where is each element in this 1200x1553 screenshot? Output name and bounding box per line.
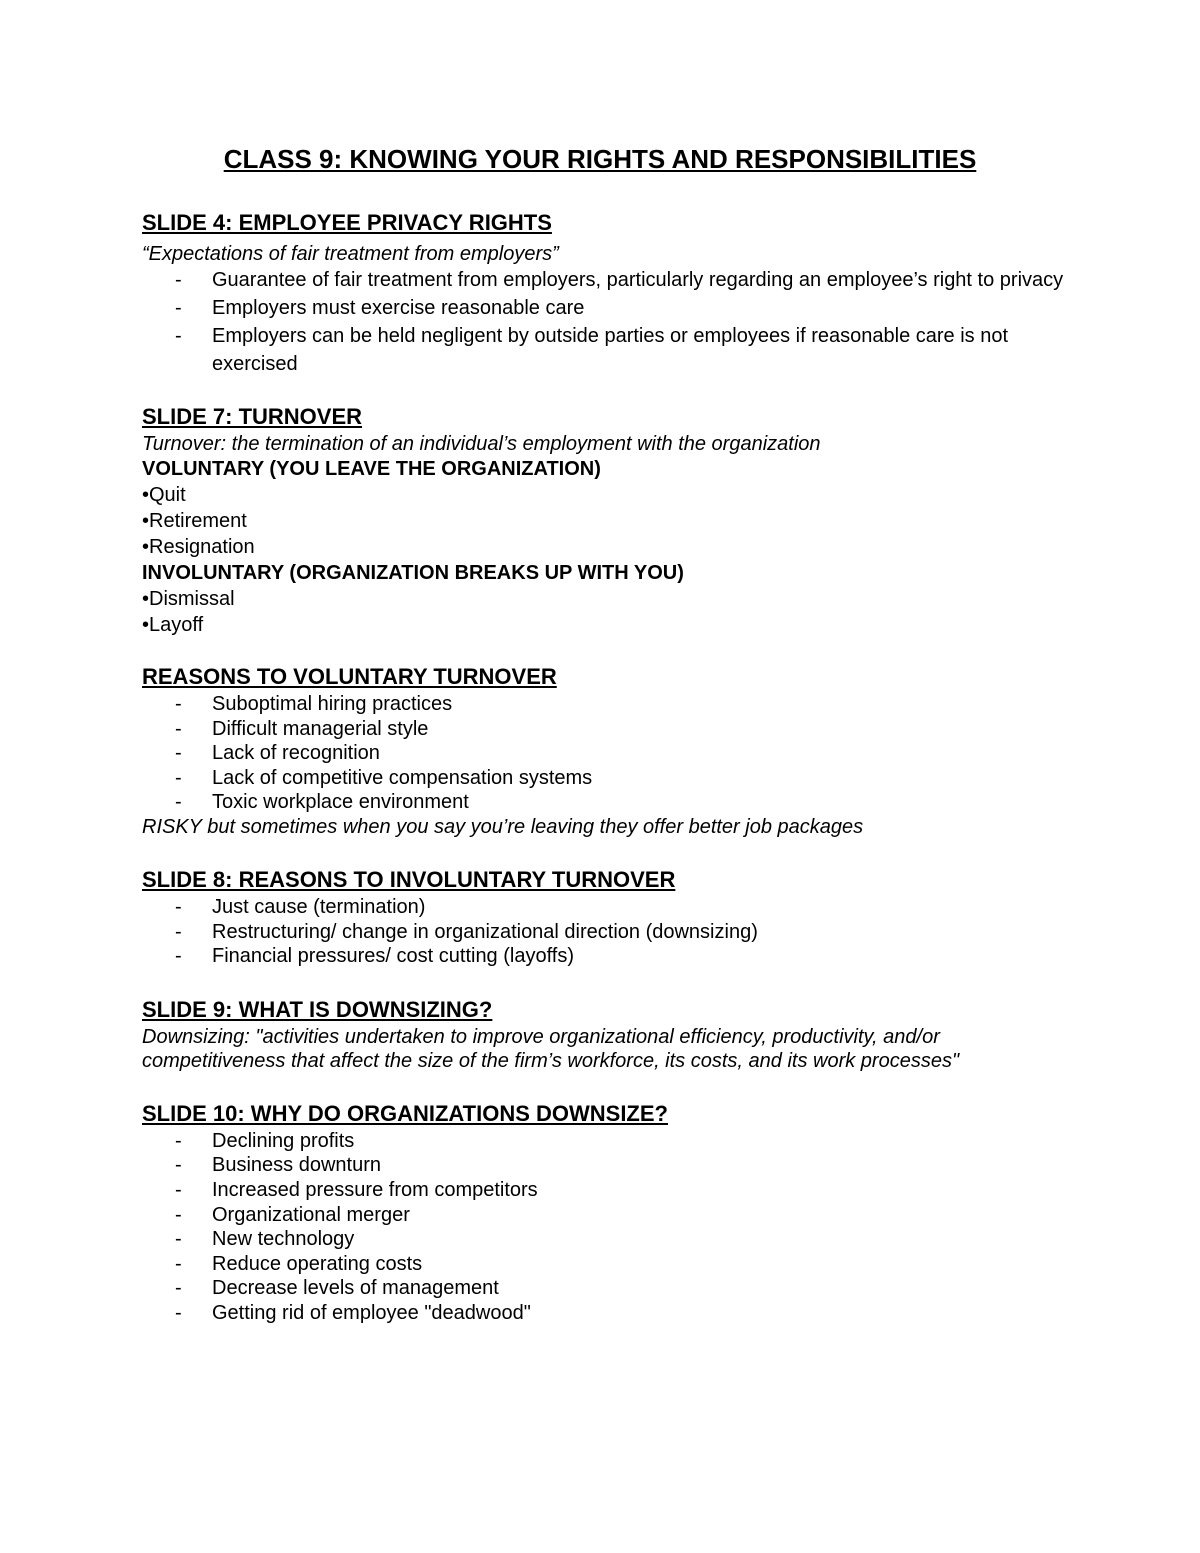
- section-heading: SLIDE 9: WHAT IS DOWNSIZING?: [142, 996, 493, 1022]
- section-slide-9: [142, 995, 1072, 1073]
- section-slide-8: [142, 865, 1072, 969]
- list-item: - Guarantee of fair treatment from employers, particularly regarding an employee’s right to privacy: [142, 266, 1072, 294]
- dash-marker: -: [175, 920, 182, 943]
- section-list: [142, 266, 1072, 378]
- list-item: - Business downturn: [175, 1154, 381, 1177]
- section-heading: SLIDE 8: REASONS TO INVOLUNTARY TURNOVER: [142, 866, 676, 892]
- subheading-involuntary: INVOLUNTARY (ORGANIZATION BREAKS UP WITH YOU): [142, 562, 684, 584]
- list-item: - Lack of recognition: [175, 742, 380, 765]
- list-item: •Retirement: [142, 510, 247, 532]
- dash-marker: -: [175, 1154, 182, 1177]
- section-heading: SLIDE 4: EMPLOYEE PRIVACY RIGHTS: [142, 210, 552, 235]
- section-definition: Turnover: the termination of an individual’s employment with the organization: [142, 433, 821, 455]
- section-heading: SLIDE 7: TURNOVER: [142, 404, 363, 429]
- dash-marker: -: [175, 269, 182, 291]
- dash-marker: -: [175, 1277, 182, 1300]
- dash-marker: -: [175, 742, 182, 765]
- dash-marker: -: [175, 1129, 182, 1152]
- document-content: [142, 208, 1072, 1326]
- list-item: - Financial pressures/ cost cutting (layoffs): [175, 945, 575, 968]
- section-list: [142, 895, 1072, 969]
- document-title: CLASS 9: KNOWING YOUR RIGHTS AND RESPONSIBILITIES: [223, 144, 977, 174]
- section-slide-7: [142, 402, 1072, 638]
- list-item: - Suboptimal hiring practices: [175, 693, 453, 715]
- list-item: - New technology: [175, 1228, 355, 1251]
- dash-marker: -: [175, 325, 182, 347]
- dash-marker: -: [175, 1228, 182, 1251]
- list-item: - Decrease levels of management: [175, 1277, 499, 1300]
- dash-marker: -: [175, 1301, 182, 1324]
- list-item: - Getting rid of employee "deadwood": [175, 1301, 531, 1324]
- list-item: - Declining profits: [175, 1129, 355, 1152]
- list-item: - Lack of competitive compensation systems: [175, 766, 593, 789]
- section-list: [142, 692, 1072, 815]
- list-item: - Employers can be held negligent by outside parties or employees if reasonable care is not exercised: [142, 322, 1072, 378]
- section-heading: SLIDE 10: WHY DO ORGANIZATIONS DOWNSIZE?: [142, 1100, 668, 1126]
- section-slide-10: [142, 1099, 1072, 1326]
- section-definition: Downsizing: "activities undertaken to improve organizational efficiency, productivity, and/or competitiveness that affect the size of the firm’s workforce, its costs, and its work processes": [142, 1025, 960, 1072]
- list-item: - Reduce operating costs: [175, 1252, 423, 1275]
- list-item: •Resignation: [142, 536, 255, 558]
- subheading-voluntary: VOLUNTARY (YOU LEAVE THE ORGANIZATION): [142, 458, 601, 480]
- section-slide-4: [142, 208, 1072, 378]
- list-item: - Just cause (termination): [175, 895, 426, 918]
- dash-marker: -: [175, 1178, 182, 1201]
- list-item: •Quit: [142, 484, 186, 506]
- dash-marker: -: [175, 895, 182, 918]
- dash-marker: -: [175, 693, 182, 715]
- section-heading: REASONS TO VOLUNTARY TURNOVER: [142, 664, 557, 689]
- dash-marker: -: [175, 945, 182, 968]
- list-item: - Increased pressure from competitors: [175, 1178, 538, 1201]
- list-item: •Dismissal: [142, 588, 235, 610]
- dash-marker: -: [175, 297, 182, 319]
- dash-marker: -: [175, 791, 182, 814]
- section-quote: “Expectations of fair treatment from employers”: [142, 243, 559, 265]
- list-item: - Restructuring/ change in organizational direction (downsizing): [175, 920, 758, 943]
- section-note: RISKY but sometimes when you say you’re leaving they offer better job packages: [142, 815, 864, 838]
- dash-marker: -: [175, 717, 182, 740]
- section-reasons-voluntary: [142, 662, 1072, 839]
- dash-marker: -: [175, 1203, 182, 1226]
- dash-marker: -: [175, 766, 182, 789]
- list-item: - Employers must exercise reasonable care: [142, 294, 1072, 322]
- list-item: - Toxic workplace environment: [175, 791, 469, 814]
- section-list: [142, 1129, 1072, 1326]
- dash-marker: -: [175, 1252, 182, 1275]
- list-item: - Organizational merger: [175, 1203, 410, 1226]
- list-item: •Layoff: [142, 614, 204, 636]
- list-item: - Difficult managerial style: [175, 717, 429, 740]
